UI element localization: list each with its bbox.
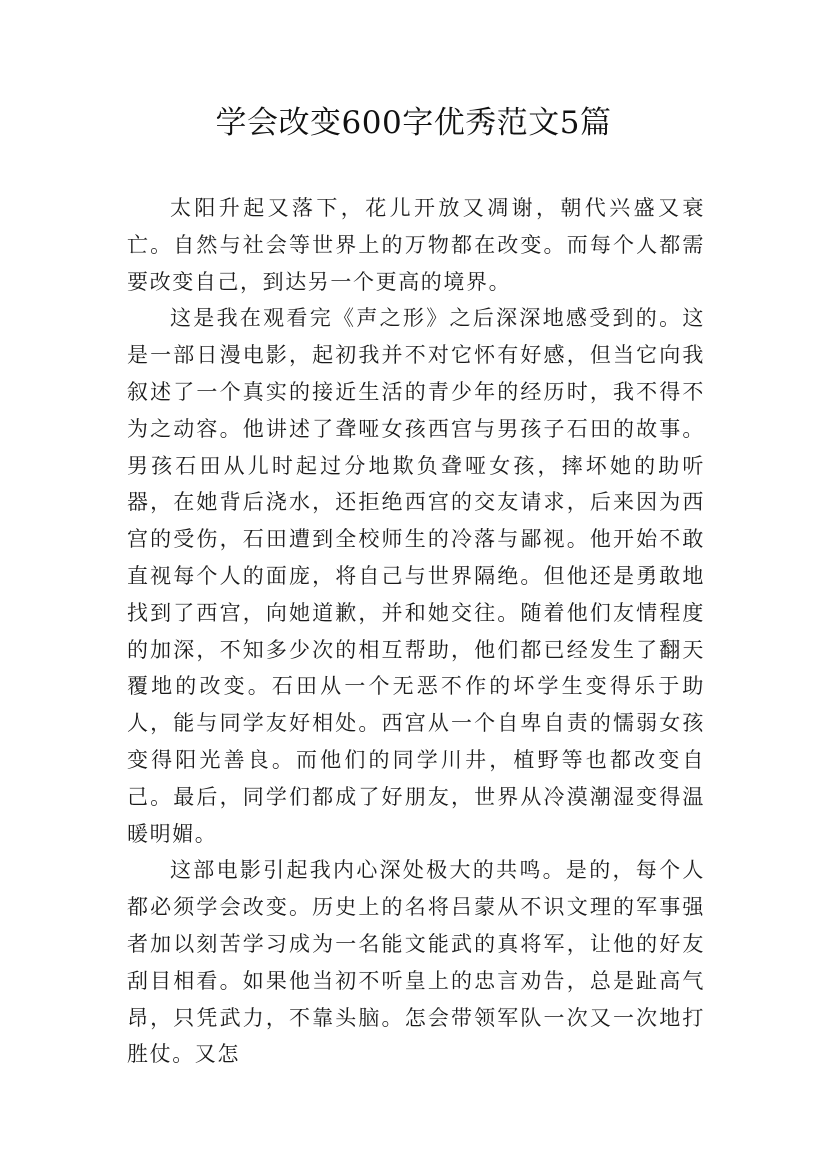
document-body (127, 190, 705, 1073)
paragraph-3: 这部电影引起我内心深处极大的共鸣。是的，每个人都必须学会改变。历史上的名将吕蒙从不识文理的军事强者加以刻苦学习成为一名能文能武的真将军，让他的好友刮目相看。如果他当初不听皇上的忠言劝告，总是趾高气昂，只凭武力，不靠头脑。怎会带领军队一次又一次地打胜仗。又怎 (127, 858, 705, 1067)
paragraph-2: 这是我在观看完《声之形》之后深深地感受到的。这是一部日漫电影，起初我并不对它怀有好感，但当它向我叙述了一个真实的接近生活的青少年的经历时，我不得不为之动容。他讲述了聋哑女孩西宫与男孩子石田的故事。男孩石田从儿时起过分地欺负聋哑女孩，摔坏她的助听器，在她背后浇水，还拒绝西宫的交友请求，后来因为西宫的受伤，石田遭到全校师生的冷落与鄙视。他开始不敢直视每个人的面庞，将自己与世界隔绝。但他还是勇敢地找到了西宫，向她道歉，并和她交往。随着他们友情程度的加深，不知多少次的相互帮助，他们都已经发生了翻天覆地的改变。石田从一个无恶不作的坏学生变得乐于助人，能与同学友好相处。西宫从一个自卑自责的懦弱女孩变得阳光善良。而他们的同学川井，植野等也都改变自己。最后，同学们都成了好朋友，世界从冷漠潮湿变得温暖明媚。 (127, 306, 705, 846)
paragraph-1: 太阳升起又落下，花儿开放又凋谢，朝代兴盛又衰亡。自然与社会等世界上的万物都在改变。而每个人都需要改变自己，到达另一个更高的境界。 (127, 196, 705, 294)
document-title: 学会改变600字优秀范文5篇 (215, 105, 612, 141)
